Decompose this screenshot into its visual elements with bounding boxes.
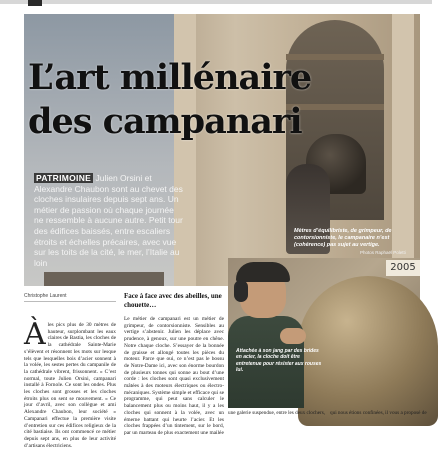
top-bar xyxy=(0,0,432,4)
body-text-1: les pics plus de 30 mètres de hauteur, surplombant les eaux claires de Bastia, les cloches de la cathédrale Sainte-Marie s’élèvent et résonnent les mots sur lesque tels que lesquelles bois d’acier sonnent à la volée, les sestes pertes du campanile de la cathédrale vibrent, frissonnent. « C’est normal, toute Julien Orsini, campanari installé à Fornole. Ce sont les ondes. Plus les cloches sont grosses et les cloches étroits plus on sent se mouvement. » Ce jour d’avril, avec son collègue et ami Alexandre Chaubon, leur société « Campanari effectue la première visite d’entretien sur ces édifices religieux de la cité bastiaise. Ils ont commencé ce métier depuis sept ans, en plus de leur activité d’artisans électriciens. xyxy=(24,322,116,449)
photo-credit: Photos Raphaël Poletti xyxy=(360,250,406,255)
title-line-2: des campanari xyxy=(28,101,302,142)
section-tab xyxy=(28,0,42,6)
title-line-1: L’art millénaire xyxy=(28,57,312,98)
byline-rule xyxy=(24,301,116,302)
drop-cap: À xyxy=(24,317,46,352)
article-lead xyxy=(34,173,184,268)
byline: Christophe Laurent xyxy=(24,293,67,299)
article-title xyxy=(28,56,328,144)
worker-hand xyxy=(280,328,306,344)
ear-muff xyxy=(234,280,248,302)
bottom-text-left: une galerie suspendue, entre les deux clochers, xyxy=(228,410,326,416)
bottom-text-right: qui nous étions confinées, il vous a proposé de xyxy=(330,410,427,416)
body-column-2 xyxy=(124,316,224,437)
rooftop xyxy=(44,272,164,286)
bell-maintenance-photo xyxy=(228,258,420,408)
body-column-1 xyxy=(24,317,116,449)
subheading: Face à face avec des abeilles, une chouette… xyxy=(124,292,222,309)
lead-text: Julien Orsini et Alexandre Chaubon sont au chevet des cloches insulaires depuis sept ans. Un métier de passion où chaque journée ne ressemble à aucune autre. Petit tour des édifices baissés, entre escaliers étroits et échelles précaires, avec vue sur les toits de la cité, le mer, l’Italie au loin xyxy=(34,173,183,268)
photo-caption: Attachée à son jang par des brides en acier, la cloche doit être entretenue pour résister aux rouses lui. xyxy=(236,348,322,374)
lead-kicker: PATRIMOINE xyxy=(36,173,92,183)
hero-caption: Mètres d’équilibriste, de grimpeur, de contorsionniste, le campanaire n’est (cohérence) pas sujet au vertige. xyxy=(294,228,392,248)
year-plate: 2005 xyxy=(386,260,420,276)
body-text-2: Le métier de campanari est un métier de grimpeur, de contorsionniste. Sensibles au vertige s’abstenir. Julien les déplace avec prudence, à genoux, sur une poutre en chêne. Notre chaque cloche. S’essayer de la bonnée de graisse et allongé toutes les pièces du moteur. Parce que oui, ce n’est pas le bossu de Notre-Dame ici, avec son énorme bourdon de plusieurs tonnes qui sonne au bout d’une corde : les cloches sont quasi exclusivement mâtées à des moteurs électriques ou électro-mécaniques. Système simple et efficace qui se programme, qui peut sans calculer le balancement plus ou moins haut, il y a les cloches qui sonnent à la volée, avec un émerne battant qui heurte l’acier. Et les cloches frappées d’un tintement, sur le bord, par un marteau de plus exactement une mailée xyxy=(124,316,224,436)
worker-cap xyxy=(236,262,290,282)
